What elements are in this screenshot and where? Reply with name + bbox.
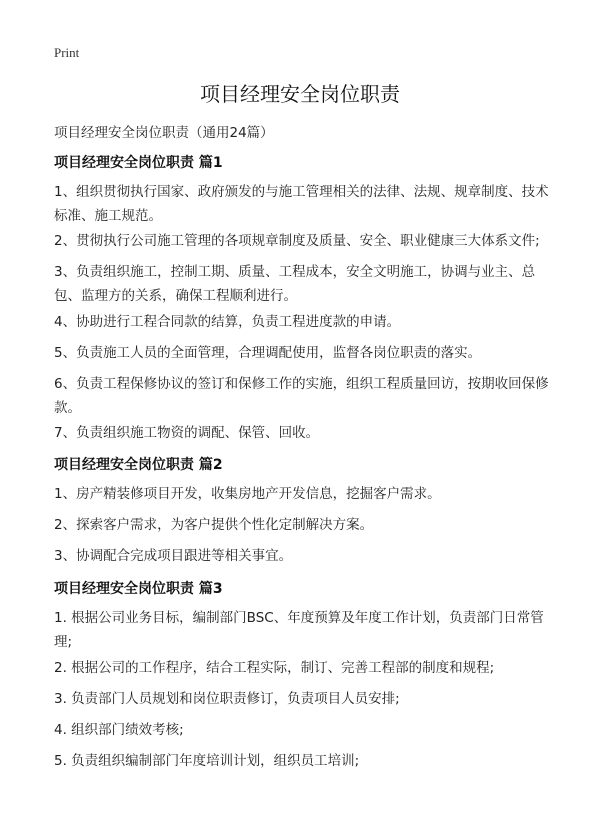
- list-item: 3、协调配合完成项目跟进等相关事宜。: [54, 548, 293, 564]
- list-item: 3、负责组织施工，控制工期、质量、工程成本，安全文明施工，协调与业主、总包、监理方的关系，确保工程顺利进行。: [54, 264, 536, 304]
- list-item: 5、负责施工人员的全面管理，合理调配使用，监督各岗位职责的落实。: [54, 345, 482, 361]
- document-title: 项目经理安全岗位职责: [200, 82, 400, 106]
- list-item: 2、贯彻执行公司施工管理的各项规章制度及质量、安全、职业健康三大体系文件;: [54, 233, 540, 249]
- list-item: 3. 负责部门人员规划和岗位职责修订，负责项目人员安排;: [54, 691, 400, 707]
- list-item: 4. 组织部门绩效考核;: [54, 722, 184, 738]
- print-label: Print: [54, 45, 80, 60]
- list-item: 4、协助进行工程合同款的结算，负责工程进度款的申请。: [54, 314, 401, 330]
- section-heading-2: 项目经理安全岗位职责 篇2: [54, 457, 223, 473]
- section-heading-3: 项目经理安全岗位职责 篇3: [54, 581, 223, 597]
- list-item: 6、负责工程保修协议的签订和保修工作的实施，组织工程质量回访，按期收回保修款。: [54, 376, 549, 416]
- list-item: 2. 根据公司的工作程序，结合工程实际，制订、完善工程部的制度和规程;: [54, 660, 495, 676]
- list-item: 5. 负责组织编制部门年度培训计划，组织员工培训;: [54, 753, 360, 769]
- document-subtitle: 项目经理安全岗位职责（通用24篇）: [54, 125, 274, 141]
- list-item: 1. 根据公司业务目标，编制部门BSC、年度预算及年度工作计划，负责部门日常管理;: [54, 610, 544, 650]
- list-item: 1、房产精装修项目开发，收集房地产开发信息，挖掘客户需求。: [54, 486, 441, 502]
- list-item: 2、探索客户需求，为客户提供个性化定制解决方案。: [54, 517, 374, 533]
- section-heading-1: 项目经理安全岗位职责 篇1: [54, 155, 223, 171]
- list-item: 1、组织贯彻执行国家、政府颁发的与施工管理相关的法律、法规、规章制度、技术标准、施工规范。: [54, 184, 549, 224]
- list-item: 7、负责组织施工物资的调配、保管、回收。: [54, 425, 320, 441]
